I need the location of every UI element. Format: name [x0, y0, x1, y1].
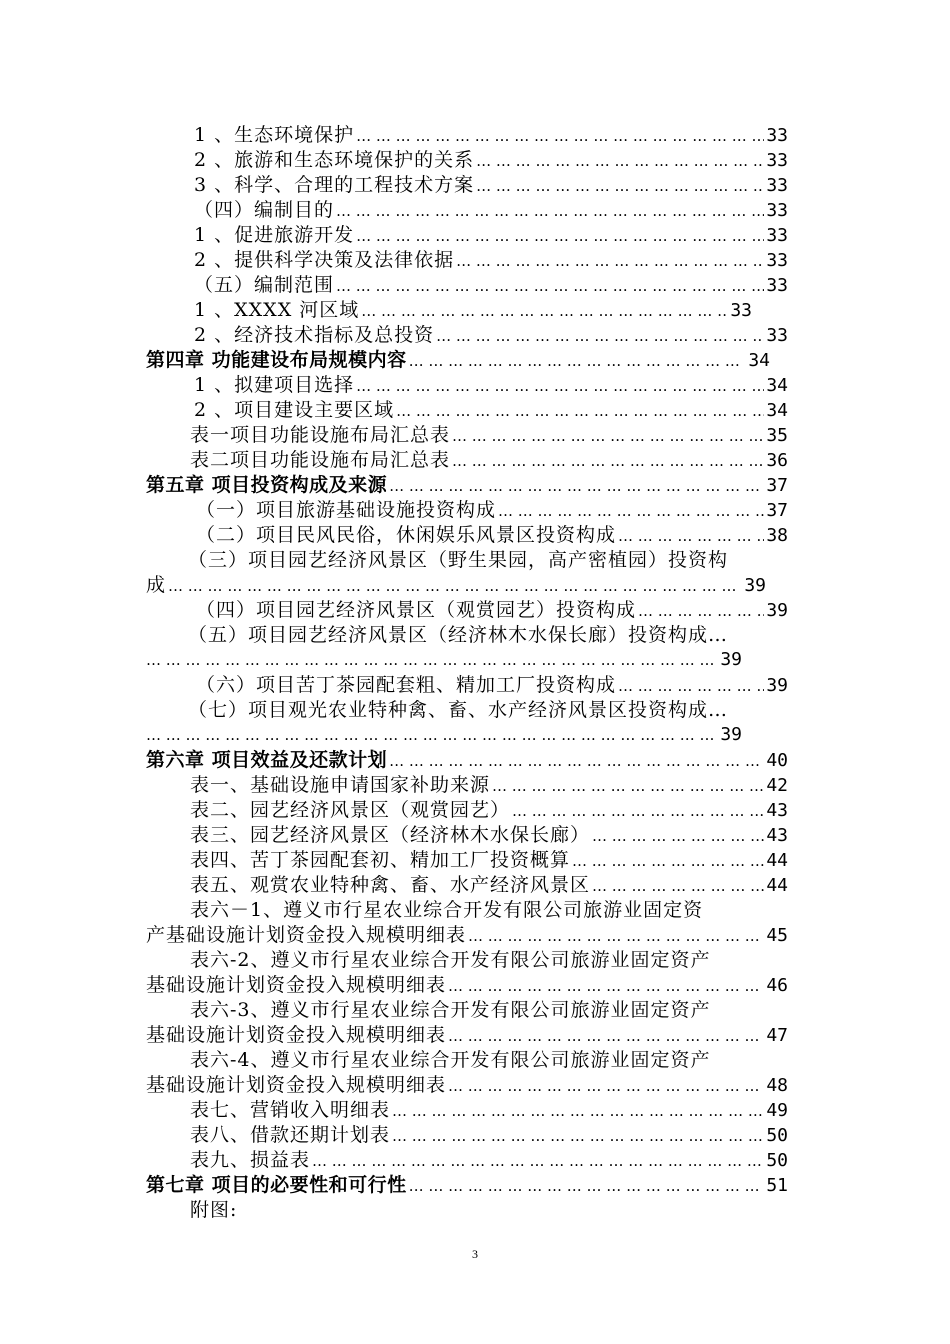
toc-entry — [146, 897, 788, 923]
dot-leader — [476, 148, 764, 174]
toc-entry-continuation — [146, 1022, 788, 1048]
toc-entry-title: 表三、园艺经济风景区（经济林木水保长廊） — [190, 824, 591, 846]
toc-entry-page: 49 — [766, 1100, 788, 1121]
toc-entry-title: 表八、借款还期计划表 — [190, 1124, 391, 1146]
toc-entry-title: 表六-4、遵义市行星农业综合开发有限公司旅游业固定资产 — [190, 1049, 711, 1071]
toc-entry — [146, 172, 788, 198]
dot-leader — [572, 848, 764, 874]
toc-entry-page: 44 — [766, 875, 788, 896]
toc-entry — [146, 422, 788, 448]
toc-entry-page: 34 — [748, 350, 770, 371]
toc-entry-title: 第四章 功能建设布局规模内容 — [146, 349, 407, 371]
toc-entry — [146, 772, 788, 798]
dot-leader — [618, 673, 764, 699]
toc-entry-title: （七）项目观光农业特种禽、畜、水产经济风景区投资构成… — [188, 699, 729, 721]
toc-entry — [146, 597, 788, 623]
toc-entry-title: 基础设施计划资金投入规模明细表 — [146, 1024, 447, 1046]
toc-entry-continuation — [146, 1072, 788, 1098]
toc-entry-page: 46 — [766, 975, 788, 996]
toc-entry-title: （六）项目苦丁茶园配套粗、精加工厂投资构成 — [196, 674, 617, 696]
toc-entry-page: 39 — [720, 724, 742, 745]
toc-entry-continuation — [146, 647, 742, 673]
dot-leader — [592, 823, 764, 849]
toc-entry-page: 39 — [720, 649, 742, 670]
toc-entry-title: 1 、生态环境保护 — [194, 124, 355, 146]
toc-entry-page: 33 — [730, 300, 752, 321]
toc-entry-continuation — [146, 722, 742, 748]
dot-leader — [436, 323, 764, 349]
toc-entry-page: 33 — [766, 175, 788, 196]
toc-entry-title: 1 、XXXX 河区域 — [194, 299, 360, 321]
dot-leader — [146, 647, 718, 673]
dot-leader — [356, 123, 764, 149]
toc-entry-page: 45 — [766, 925, 788, 946]
toc-entry-title: （一）项目旅游基础设施投资构成 — [196, 499, 497, 521]
toc-entry — [146, 822, 788, 848]
toc-entry-title: 表四、苦丁茶园配套初、精加工厂投资概算 — [190, 849, 571, 871]
dot-leader — [396, 398, 764, 424]
dot-leader — [409, 348, 747, 374]
toc-entry — [146, 797, 788, 823]
toc-entry-page: 37 — [766, 500, 788, 521]
dot-leader — [448, 1023, 764, 1049]
dot-leader — [392, 1123, 764, 1149]
toc-chapter-6 — [146, 747, 788, 773]
toc-entry-page: 51 — [766, 1175, 788, 1196]
toc-entry-title: 表二项目功能设施布局汇总表 — [190, 449, 451, 471]
toc-entry — [146, 1047, 788, 1073]
toc-entry-title: 产基础设施计划资金投入规模明细表 — [146, 924, 467, 946]
toc-entry-page: 40 — [766, 750, 788, 771]
dot-leader — [356, 373, 764, 399]
toc-entry-page: 33 — [766, 125, 788, 146]
dot-leader — [392, 1098, 764, 1124]
toc-entry-page: 38 — [766, 525, 788, 546]
dot-leader — [448, 1073, 764, 1099]
dot-leader — [618, 523, 764, 549]
toc-entry — [146, 1147, 788, 1173]
toc-entry-page: 44 — [766, 850, 788, 871]
toc-entry-page: 39 — [766, 600, 788, 621]
toc-entry-title: 成 — [146, 574, 167, 596]
toc-entry — [146, 522, 788, 548]
toc-entry-continuation — [146, 922, 788, 948]
toc-entry-continuation — [146, 572, 766, 598]
toc-entry-page: 43 — [766, 800, 788, 821]
dot-leader — [476, 173, 764, 199]
toc-entry-title: 表六-2、遵义市行星农业综合开发有限公司旅游业固定资产 — [190, 949, 711, 971]
dot-leader — [312, 1148, 764, 1174]
toc-entry-page: 33 — [766, 325, 788, 346]
toc-entry — [146, 622, 788, 648]
toc-entry — [146, 997, 788, 1023]
toc-entry — [146, 272, 788, 298]
toc-entry — [146, 547, 788, 573]
toc-entry-page: 50 — [766, 1150, 788, 1171]
toc-entry-page: 34 — [766, 400, 788, 421]
toc-entry-title: 基础设施计划资金投入规模明细表 — [146, 974, 447, 996]
dot-leader — [498, 498, 764, 524]
toc-entry-title: （二）项目民风民俗，休闲娱乐风景区投资构成 — [196, 524, 617, 546]
toc-entry — [146, 197, 788, 223]
toc-entry-title: （四）项目园艺经济风景区（观赏园艺）投资构成 — [196, 599, 637, 621]
toc-entry-title: 表六-3、遵义市行星农业综合开发有限公司旅游业固定资产 — [190, 999, 711, 1021]
toc-entry-title: 2 、项目建设主要区域 — [194, 399, 395, 421]
toc-chapter-4 — [146, 347, 770, 373]
dot-leader — [456, 248, 764, 274]
toc-entry-title: 表一、基础设施申请国家补助来源 — [190, 774, 491, 796]
toc-entry — [146, 497, 788, 523]
dot-leader — [468, 923, 764, 949]
toc-entry — [146, 247, 788, 273]
toc-entry-title: 2 、提供科学决策及法律依据 — [194, 249, 455, 271]
toc-chapter-5 — [146, 472, 788, 498]
toc-entry-page: 34 — [766, 375, 788, 396]
dot-leader — [512, 798, 764, 824]
toc-entry-title: 2 、旅游和生态环境保护的关系 — [194, 149, 475, 171]
toc-entry-page: 50 — [766, 1125, 788, 1146]
toc-entry-page: 36 — [766, 450, 788, 471]
toc-entry — [146, 447, 788, 473]
toc-entry-title: 基础设施计划资金投入规模明细表 — [146, 1074, 447, 1096]
dot-leader — [448, 973, 764, 999]
dot-leader — [356, 223, 764, 249]
toc-entry-page: 48 — [766, 1075, 788, 1096]
toc-entry — [146, 222, 788, 248]
toc-entry-title: 3 、科学、合理的工程技术方案 — [194, 174, 475, 196]
toc-entry — [146, 397, 788, 423]
toc-entry-title: 1 、促进旅游开发 — [194, 224, 355, 246]
toc-entry-continuation — [146, 972, 788, 998]
toc-entry — [146, 947, 788, 973]
toc-entry-title: 表六－1、遵义市行星农业综合开发有限公司旅游业固定资 — [190, 899, 704, 921]
dot-leader — [146, 722, 718, 748]
dot-leader — [409, 1173, 765, 1199]
dot-leader — [361, 298, 728, 324]
toc-entry — [146, 697, 788, 723]
toc-entry-page: 39 — [744, 575, 766, 596]
toc-entry-title: 附图: — [190, 1199, 238, 1221]
dot-leader — [389, 748, 764, 774]
toc-entry-title: 1 、拟建项目选择 — [194, 374, 355, 396]
dot-leader — [592, 873, 764, 899]
toc-entry — [146, 147, 788, 173]
toc-chapter-7 — [146, 1172, 788, 1198]
dot-leader — [638, 598, 764, 624]
toc-entry — [146, 872, 788, 898]
toc-entry-title: 第七章 项目的必要性和可行性 — [146, 1174, 407, 1196]
toc-entry-title: 表九、损益表 — [190, 1149, 311, 1171]
toc-entry-page: 33 — [766, 200, 788, 221]
toc-entry-title: （三）项目园艺经济风景区（野生果园，高产密植园）投资构 — [188, 549, 729, 571]
toc-entry-title: （五）编制范围 — [194, 274, 335, 296]
toc-entry-page: 43 — [766, 825, 788, 846]
toc-entry-title: （四）编制目的 — [194, 199, 335, 221]
toc-entry-title: 第六章 项目效益及还款计划 — [146, 749, 388, 771]
toc-entry-page: 33 — [766, 225, 788, 246]
toc-entry — [146, 297, 752, 323]
toc-entry — [146, 322, 788, 348]
toc-entry-title: 表五、观赏农业特种禽、畜、水产经济风景区 — [190, 874, 591, 896]
toc-entry — [146, 1122, 788, 1148]
toc-entry — [146, 1097, 788, 1123]
toc-entry-title: （五）项目园艺经济风景区（经济林木水保长廊）投资构成… — [188, 624, 729, 646]
toc-entry-appendix — [146, 1197, 788, 1223]
toc-entry-page: 33 — [766, 150, 788, 171]
dot-leader — [452, 423, 764, 449]
dot-leader — [168, 573, 742, 599]
toc-entry-page: 35 — [766, 425, 788, 446]
dot-leader — [389, 473, 764, 499]
toc-entry-title: 2 、经济技术指标及总投资 — [194, 324, 435, 346]
toc-entry-title: 第五章 项目投资构成及来源 — [146, 474, 388, 496]
toc-entry-page: 39 — [766, 675, 788, 696]
toc-entry — [146, 672, 788, 698]
dot-leader — [336, 273, 764, 299]
dot-leader — [452, 448, 764, 474]
dot-leader — [336, 198, 764, 224]
toc-entry-page: 47 — [766, 1025, 788, 1046]
toc-entry-title: 表一项目功能设施布局汇总表 — [190, 424, 451, 446]
toc-entry-page: 33 — [766, 250, 788, 271]
toc-entry — [146, 122, 788, 148]
toc-entry-page: 37 — [766, 475, 788, 496]
toc-entry-page: 33 — [766, 275, 788, 296]
toc-entry — [146, 372, 788, 398]
dot-leader — [492, 773, 764, 799]
toc-entry-title: 表七、营销收入明细表 — [190, 1099, 391, 1121]
toc-entry-title: 表二、园艺经济风景区（观赏园艺） — [190, 799, 511, 821]
page-number: 3 — [472, 1247, 478, 1261]
toc-entry — [146, 847, 788, 873]
toc-entry-page: 42 — [766, 775, 788, 796]
